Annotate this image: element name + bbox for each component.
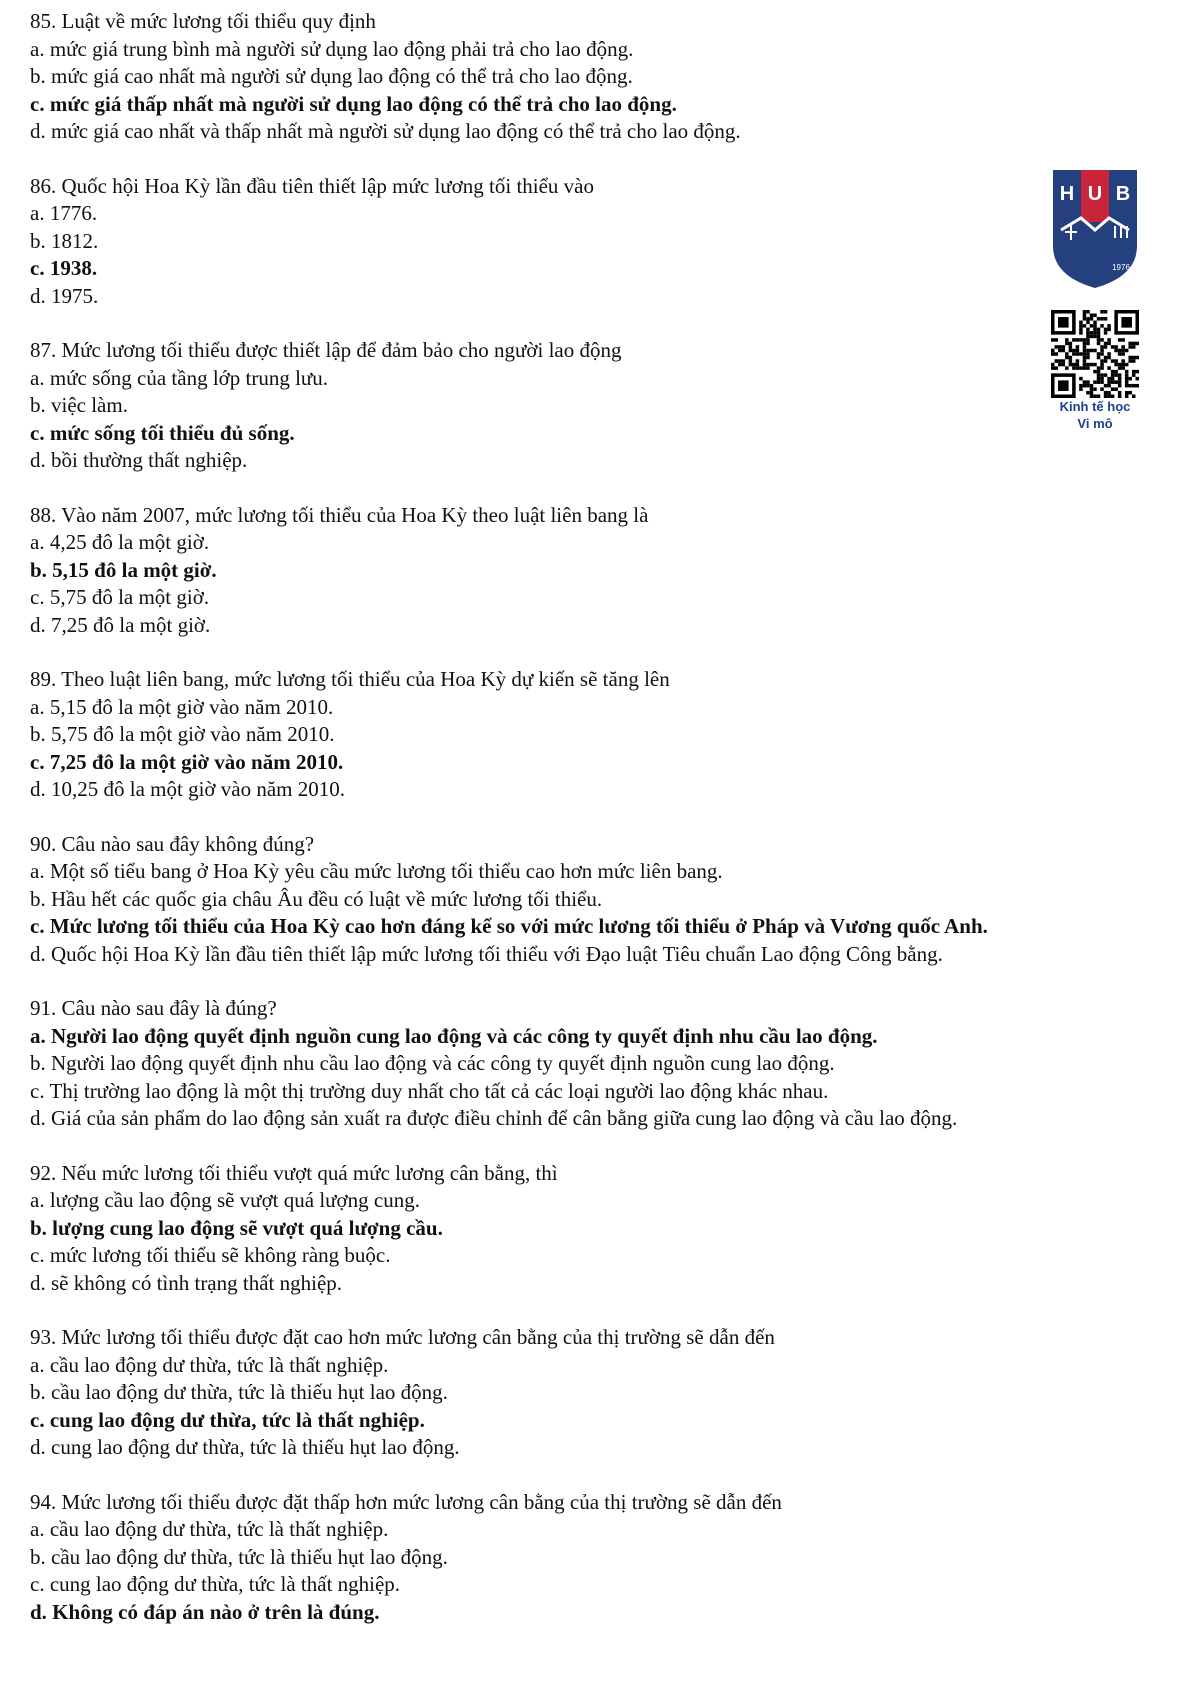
answer-option: b. cầu lao động dư thừa, tức là thiếu hụt lao động. [30, 1380, 448, 1404]
answer-option: c. mức lương tối thiểu sẽ không ràng buộc. [30, 1243, 391, 1267]
question-prompt: 92. Nếu mức lương tối thiểu vượt quá mức lương cân bằng, thì [30, 1160, 558, 1185]
question-prompt: 89. Theo luật liên bang, mức lương tối thiểu của Hoa Kỳ dự kiến sẽ tăng lên [30, 667, 670, 691]
answer-option: b. Người lao động quyết định nhu cầu lao động và các công ty quyết định nguồn cung lao động. [30, 1051, 835, 1075]
question-block [30, 1160, 1160, 1298]
answer-option: d. 10,25 đô la một giờ vào năm 2010. [30, 777, 345, 801]
badge-caption-title: Kinh tế học [1059, 399, 1131, 414]
answer-option: a. lượng cầu lao động sẽ vượt quá lượng cung. [30, 1188, 420, 1212]
answer-option: b. việc làm. [30, 393, 128, 417]
answer-option: b. cầu lao động dư thừa, tức là thiếu hụt lao động. [30, 1544, 448, 1569]
answer-option-correct: c. 7,25 đô la một giờ vào năm 2010. [30, 749, 344, 774]
answer-option: a. 4,25 đô la một giờ. [30, 530, 210, 554]
answer-option-correct: b. lượng cung lao động sẽ vượt quá lượng cầu. [30, 1215, 443, 1240]
answer-option-correct: c. 1938. [30, 256, 98, 280]
question-block [30, 1324, 1160, 1462]
answer-option-correct: c. cung lao động dư thừa, tức là thất nghiệp. [30, 1407, 425, 1432]
answer-option: a. 5,15 đô la một giờ vào năm 2010. [30, 694, 334, 719]
answer-option-correct: c. mức giá thấp nhất mà người sử dụng lao động có thể trả cho lao động. [30, 91, 677, 116]
logo-letter-u: U [1087, 183, 1103, 205]
question-block [30, 8, 1160, 146]
answer-option-correct: c. Mức lương tối thiểu của Hoa Kỳ cao hơn đáng kể so với mức lương tối thiểu ở Pháp và Vương quốc Anh. [30, 914, 988, 938]
question-prompt: 88. Vào năm 2007, mức lương tối thiểu của Hoa Kỳ theo luật liên bang là [30, 502, 649, 527]
hub-logo [1051, 168, 1139, 290]
question-block [30, 995, 1160, 1133]
answer-option-correct: c. mức sống tối thiểu đủ sống. [30, 420, 295, 445]
question-prompt: 86. Quốc hội Hoa Kỳ lần đầu tiên thiết lập mức lương tối thiểu vào [30, 173, 595, 198]
answer-option: a. 1776. [30, 201, 98, 225]
badge-caption-subtitle: Vi mô [1077, 416, 1113, 431]
question-prompt: 91. Câu nào sau đây là đúng? [30, 996, 277, 1020]
logo-year: 1976 [1112, 263, 1130, 272]
question-prompt: 90. Câu nào sau đây không đúng? [30, 831, 315, 856]
answer-option: d. cung lao động dư thừa, tức là thiếu hụt lao động. [30, 1435, 460, 1459]
document-body [30, 8, 1160, 1653]
question-block [30, 831, 1160, 969]
answer-option: d. bồi thường thất nghiệp. [30, 448, 248, 472]
answer-option: c. Thị trường lao động là một thị trường duy nhất cho tất cả các loại người lao động khác nhau. [30, 1078, 829, 1103]
question-prompt: 85. Luật về mức lương tối thiểu quy định [30, 9, 376, 33]
answer-option: d. sẽ không có tình trạng thất nghiệp. [30, 1270, 343, 1295]
answer-option: d. Quốc hội Hoa Kỳ lần đầu tiên thiết lập mức lương tối thiểu với Đạo luật Tiêu chuẩn Lao động Công bằng. [30, 941, 943, 966]
answer-option: d. mức giá cao nhất và thấp nhất mà người sử dụng lao động có thể trả cho lao động. [30, 119, 741, 143]
answer-option: b. 1812. [30, 228, 99, 253]
answer-option: c. cung lao động dư thừa, tức là thất nghiệp. [30, 1572, 401, 1596]
question-prompt: 93. Mức lương tối thiểu được đặt cao hơn mức lương cân bằng của thị trường sẽ dẫn đến [30, 1325, 775, 1349]
answer-option: b. Hầu hết các quốc gia châu Âu đều có luật về mức lương tối thiểu. [30, 886, 603, 911]
question-block [30, 1489, 1160, 1627]
question-block [30, 666, 1160, 804]
answer-option: a. Một số tiểu bang ở Hoa Kỳ yêu cầu mức lương tối thiểu cao hơn mức liên bang. [30, 859, 723, 883]
answer-option: c. 5,75 đô la một giờ. [30, 585, 210, 609]
question-prompt: 94. Mức lương tối thiểu được đặt thấp hơn mức lương cân bằng của thị trường sẽ dẫn đến [30, 1489, 782, 1514]
answer-option: a. mức sống của tầng lớp trung lưu. [30, 365, 329, 390]
answer-option-correct: d. Không có đáp án nào ở trên là đúng. [30, 1599, 380, 1624]
answer-option: a. cầu lao động dư thừa, tức là thất nghiệp. [30, 1352, 389, 1377]
question-block [30, 502, 1160, 640]
answer-option-correct: b. 5,15 đô la một giờ. [30, 557, 217, 582]
answer-option: a. mức giá trung bình mà người sử dụng lao động phải trả cho lao động. [30, 36, 634, 61]
hub-badge [1045, 168, 1145, 432]
answer-option: b. 5,75 đô la một giờ vào năm 2010. [30, 722, 335, 746]
answer-option: d. 1975. [30, 283, 99, 308]
question-block [30, 173, 1160, 311]
answer-option-correct: a. Người lao động quyết định nguồn cung lao động và các công ty quyết định nhu cầu lao động. [30, 1023, 878, 1048]
answer-option: d. Giá của sản phẩm do lao động sản xuất ra được điều chỉnh để cân bằng giữa cung lao động và cầu lao động. [30, 1106, 958, 1130]
answer-option: a. cầu lao động dư thừa, tức là thất nghiệp. [30, 1517, 389, 1541]
logo-letter-h: H [1059, 183, 1075, 205]
logo-letter-b: B [1115, 183, 1131, 205]
answer-option: b. mức giá cao nhất mà người sử dụng lao động có thể trả cho lao động. [30, 64, 633, 88]
question-block [30, 337, 1160, 475]
answer-option: d. 7,25 đô la một giờ. [30, 612, 211, 637]
qr-code-icon [1051, 310, 1139, 398]
question-prompt: 87. Mức lương tối thiểu được thiết lập để đảm bảo cho người lao động [30, 338, 622, 362]
